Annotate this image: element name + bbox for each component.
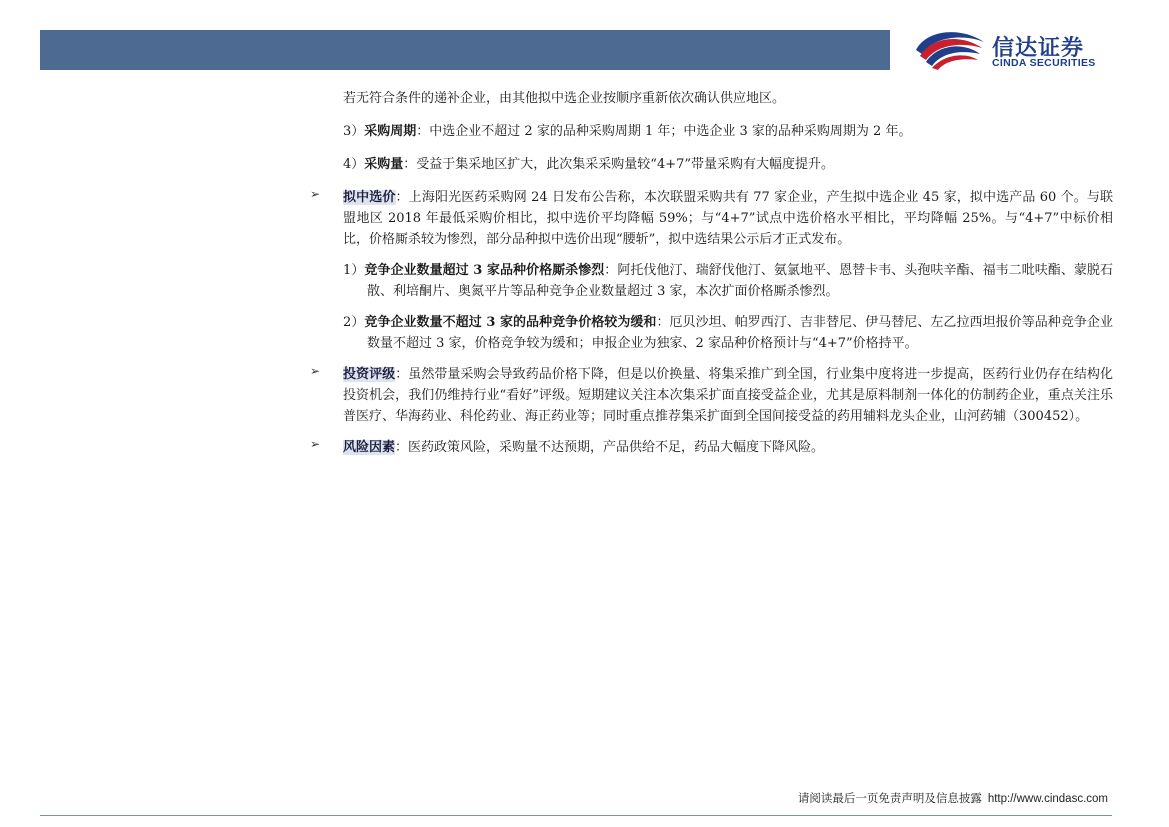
bullet-arrow-icon: ➢ xyxy=(310,437,321,451)
footer-notice: 请阅读最后一页免责声明及信息披露 xyxy=(797,791,982,805)
bullet-paragraph xyxy=(343,364,1113,427)
bullet-investment-rating xyxy=(310,364,1113,427)
bullet-proposed-price xyxy=(310,187,1113,250)
sub-prefix: 2） xyxy=(343,315,365,330)
logo-name-cn: 信达证券 xyxy=(992,36,1085,61)
bullet-label: 风险因素 xyxy=(343,440,396,455)
bullet-label: 拟中选价 xyxy=(343,190,396,205)
sub-item-fierce-competition xyxy=(343,260,1113,302)
logo-name-en: CINDA SECURITIES xyxy=(992,57,1096,69)
bullet-risk-factors xyxy=(310,437,1113,458)
footer-divider xyxy=(40,815,1112,816)
bullet-text: ：医药政策风险，采购量不达预期，产品供给不足，药品大幅度下降风险。 xyxy=(395,440,825,455)
item-prefix: 4） xyxy=(343,157,365,172)
item-procurement-volume xyxy=(343,154,1113,175)
sub-item-moderate-competition xyxy=(343,312,1113,354)
cinda-logo xyxy=(912,28,1132,72)
item-text: ：受益于集采地区扩大，此次集采采购量较“4+7”带量采购有大幅度提升。 xyxy=(403,157,835,172)
header-bar xyxy=(40,30,890,70)
bullet-label: 投资评级 xyxy=(343,367,396,382)
cinda-swoosh-icon xyxy=(912,28,988,72)
paragraph-fallback-rule: 若无符合条件的递补企业，由其他拟中选企业按顺序重新依次确认供应地区。 xyxy=(343,91,786,106)
bullet-paragraph xyxy=(343,437,1113,458)
sub-label: 竞争企业数量超过 3 家品种价格厮杀惨烈 xyxy=(364,263,605,278)
bullet-text: ：虽然带量采购会导致药品价格下降，但是以价换量、将集采推广到全国，行业集中度将进一步提高，医药行业仍存在结构化投资机会，我们仍维持行业“看好”评级。短期建议关注本次集采扩面直接受益企业，尤其是原料制剂一体化的仿制药企业，重点关注乐普医疗、华海药业、科伦药业、海正药业等；同时重点推荐集采扩面到全国间接受益的药用辅料龙头企业，山河药辅（300452）。 xyxy=(343,367,1113,424)
bullet-arrow-icon: ➢ xyxy=(310,364,321,378)
footer xyxy=(798,790,1108,806)
item-procurement-period xyxy=(343,121,1113,142)
sub-text: ：阿托伐他汀、瑞舒伐他汀、氨氯地平、恩替卡韦、头孢呋辛酯、福韦二吡呋酯、蒙脱石散、利培酮片、奥氮平片等品种竞争企业数量超过 3 家，本次扩面价格厮杀惨烈。 xyxy=(367,263,1113,299)
item-text: ：中选企业不超过 2 家的品种采购周期 1 年；中选企业 3 家的品种采购周期为 2 年。 xyxy=(416,124,912,139)
bullet-arrow-icon: ➢ xyxy=(310,187,321,201)
item-prefix: 3） xyxy=(343,124,365,139)
sub-label: 竞争企业数量不超过 3 家的品种竞争价格较为缓和 xyxy=(364,315,657,330)
bullet-text: ：上海阳光医药采购网 24 日发布公告称，本次联盟采购共有 77 家企业，产生拟中选企业 45 家，拟中选产品 60 个。与联盟地区 2018 年最低采购价相比，拟中选价平均降幅 59%；与“4+7”试点中选价格水平相比，平均降幅 25%。与“4+7”中标价相比，价格厮杀较为惨烈，部分品种拟中选价出现“腰斩”，拟中选结果公示后才正式发布。 xyxy=(343,190,1113,247)
footer-url-link[interactable]: http://www.cindasc.com xyxy=(987,793,1108,805)
report-body xyxy=(310,88,1113,458)
item-label: 采购周期 xyxy=(364,124,417,139)
item-label: 采购量 xyxy=(364,157,404,172)
bullet-paragraph xyxy=(343,187,1113,250)
sub-text: ：厄贝沙坦、帕罗西汀、吉非替尼、伊马替尼、左乙拉西坦报价等品种竞争企业数量不超过 3 家，价格竞争较为缓和；申报企业为独家、2 家品种价格预计与“4+7”价格持平。 xyxy=(367,315,1113,351)
sub-prefix: 1） xyxy=(343,263,365,278)
